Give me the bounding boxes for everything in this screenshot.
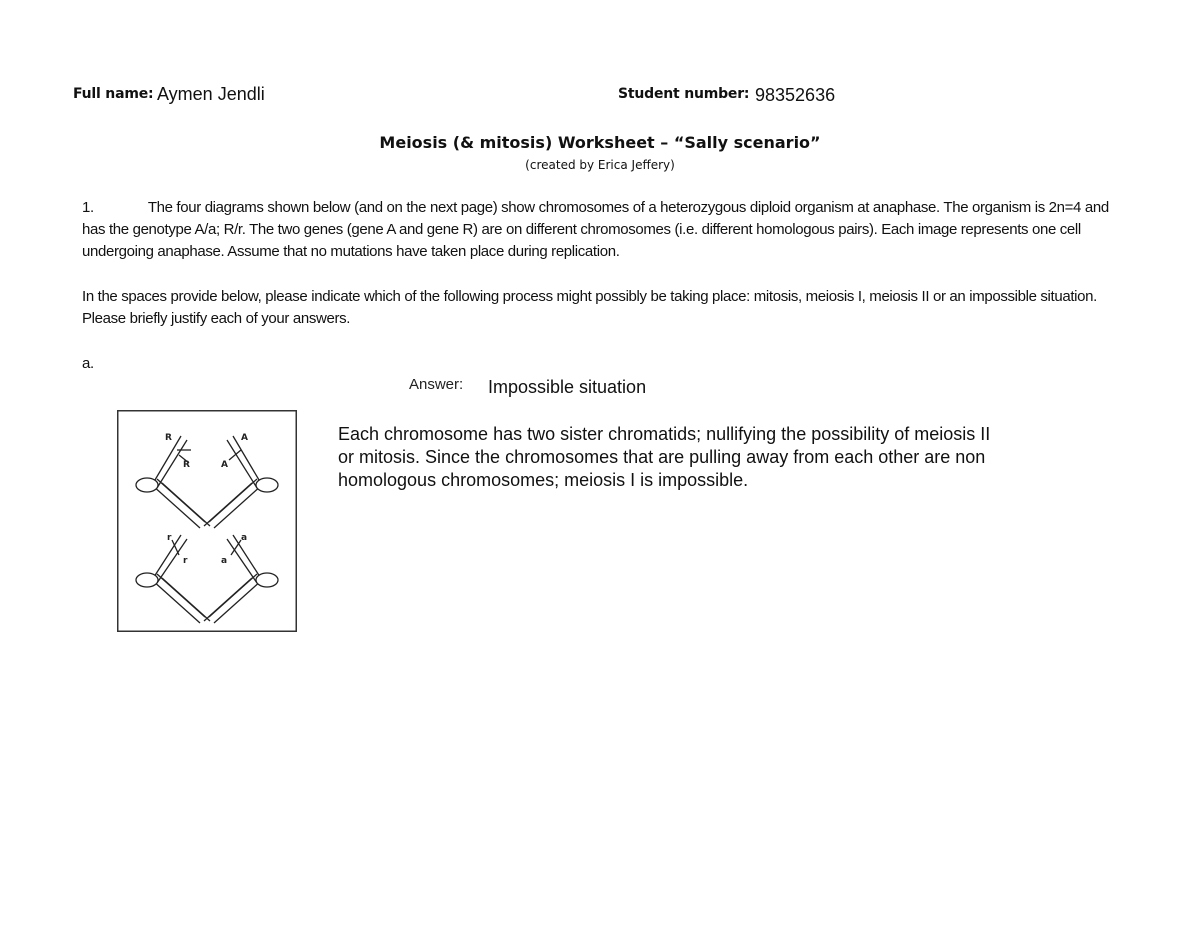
answer-value[interactable]: Impossible situation xyxy=(488,377,647,397)
label-bottom-right-outer: a xyxy=(241,533,248,543)
answer-label: Answer: xyxy=(409,376,464,393)
student-number-label: Student number: xyxy=(618,86,750,102)
label-top-right-inner: A xyxy=(221,460,228,470)
anaphase-diagram xyxy=(117,410,297,632)
question-instructions: In the spaces provide below, please indicate which of the following process might possibly be taking place: mitosis, meiosis I, meiosis II or an impossible situation. Please briefly justify each of your answers. xyxy=(82,288,1097,327)
label-top-right-outer: A xyxy=(241,433,248,443)
part-a-label: a. xyxy=(82,355,94,372)
label-top-left-inner: R xyxy=(183,460,190,470)
worksheet-subtitle: (created by Erica Jeffery) xyxy=(525,158,675,172)
question-text: The four diagrams shown below (and on the next page) show chromosomes of a heterozygous diploid organism at anaphase. The organism is 2n=4 and has the genotype A/a; R/r. The two genes (gene A and gene R) are on different chromosomes (i.e. different homologous pairs). Each image represents one cell undergoing anaphase. Assume that no mutations have taken place during replication. xyxy=(82,199,1109,260)
full-name-label: Full name: xyxy=(73,86,154,102)
question-number: 1. xyxy=(82,199,94,216)
full-name-value[interactable]: Aymen Jendli xyxy=(157,84,265,104)
student-number-value[interactable]: 98352636 xyxy=(755,85,836,105)
worksheet-title: Meiosis (& mitosis) Worksheet – “Sally scenario” xyxy=(379,133,821,152)
label-bottom-left-inner: r xyxy=(183,556,188,566)
question-1 xyxy=(82,197,1122,263)
label-bottom-right-inner: a xyxy=(221,556,228,566)
label-top-left-outer: R xyxy=(165,433,172,443)
answer-justification[interactable]: Each chromosome has two sister chromatids; nullifying the possibility of meiosis II or mitosis. Since the chromosomes that are pulling away from each other are non homologous chromosomes; meiosis I is impossible. xyxy=(338,424,991,490)
label-bottom-left-outer: r xyxy=(167,533,172,543)
